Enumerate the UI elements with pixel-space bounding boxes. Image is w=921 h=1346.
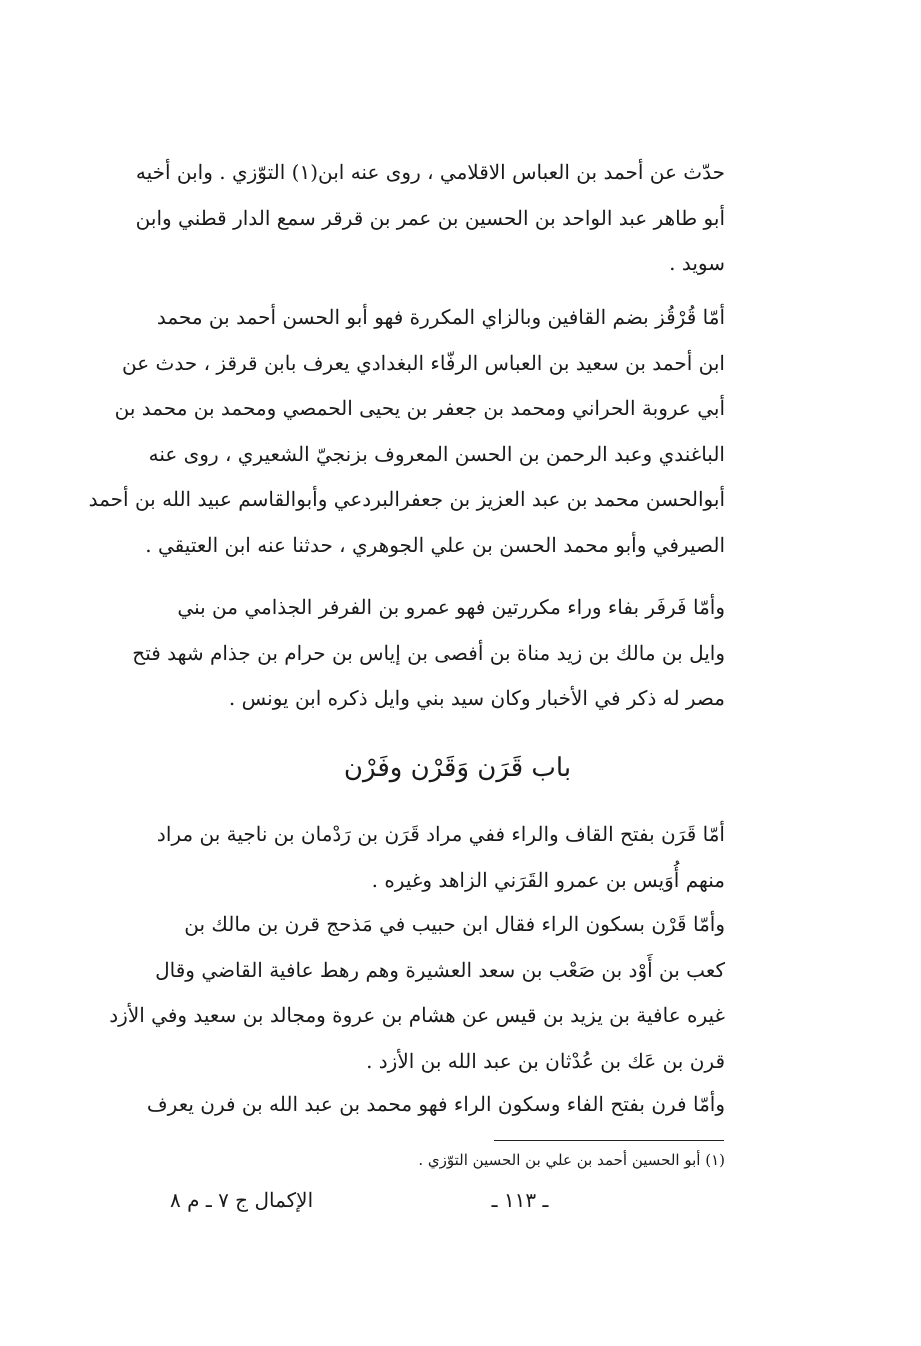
text-line: أبوالحسن محمد بن عبد العزيز بن جعفرالبردعي وأبوالقاسم عبيد الله بن أحمد [88,487,725,512]
paragraph-qaran [156,812,725,903]
footnote-divider [494,1140,724,1141]
text-line: وايل بن مالك بن زيد مناة بن أفصى بن إياس بن حرام بن جذام شهد فتح [132,640,725,665]
text-line: الباغندي وعبد الرحمن بن الحسن المعروف بزنجيّ الشعيري ، روى عنه [148,441,725,466]
text-line: أمّا قَرَن بفتح القاف والراء ففي مراد قَرَن بن رَدْمان بن ناجية بن مراد [156,822,725,846]
text-line: أبو طاهر عبد الواحد بن الحسين بن عمر بن قرقر سمع الدار قطني وابن [135,205,725,230]
footnote: (١) أبو الحسين أحمد بن علي بن الحسين التوّزي . [418,1151,725,1169]
text-line: سويد . [669,251,725,276]
text-line: غيره عافية بن يزيد بن قيس عن هشام بن عروة ومجالد بن سعيد وفي الأزد [109,1003,725,1028]
page-number: ـ ١١٣ ـ [491,1188,549,1212]
text-line: قرن بن عَك بن عُدْثان بن عبد الله بن الأزد . [366,1048,725,1073]
paragraph-farfar [132,585,725,722]
paragraph-qurquz [88,295,725,569]
section-heading: باب قَرَن وَقَرْن وفَرْن [343,753,572,783]
text-line: كعب بن أَوْد بن صَعْب بن سعد العشيرة وهم رهط عافية القاضي وقال [155,957,725,982]
text-line: أمّا قُرْقُز بضم القافين وبالزاي المكررة فهو أبو الحسن أحمد بن محمد [156,305,725,329]
text-line: الصيرفي وأبو محمد الحسن بن علي الجوهري ، حدثنا عنه ابن العتيقي . [145,532,725,557]
text-line: وأمّا فرن بفتح الفاء وسكون الراء فهو محمد بن عبد الله بن فرن يعرف [146,1092,725,1116]
text-line: مصر له ذكر في الأخبار وكان سيد بني وايل ذكره ابن يونس . [228,686,725,711]
text-line: وأمّا قَرْن بسكون الراء فقال ابن حبيب في مَذحج قرن بن مالك بن [184,912,725,936]
text-line: منهم أُوَيس بن عمرو القَرَني الزاهد وغيره . [371,867,725,892]
text-line: أبي عروبة الحراني ومحمد بن جعفر بن يحيى الحمصي ومحمد بن محمد بن [114,396,725,421]
text-line: حدّث عن أحمد بن العباس الاقلامي ، روى عنه ابن(١) التوّزي . وابن أخيه [135,160,725,184]
text-line: ابن أحمد بن سعيد بن العباس الرفّاء البغدادي يعرف بابن قرقز ، حدث عن [122,350,725,375]
paragraph-qarn [109,902,725,1084]
signature-mark: الإكمال ج ٧ ـ م ٨ [170,1188,314,1212]
paragraph-farn [146,1082,725,1128]
text-line: وأمّا فَرفَر بفاء وراء مكررتين فهو عمرو بن الفرفر الجذامي من بني [177,595,725,619]
paragraph-1 [135,150,725,287]
